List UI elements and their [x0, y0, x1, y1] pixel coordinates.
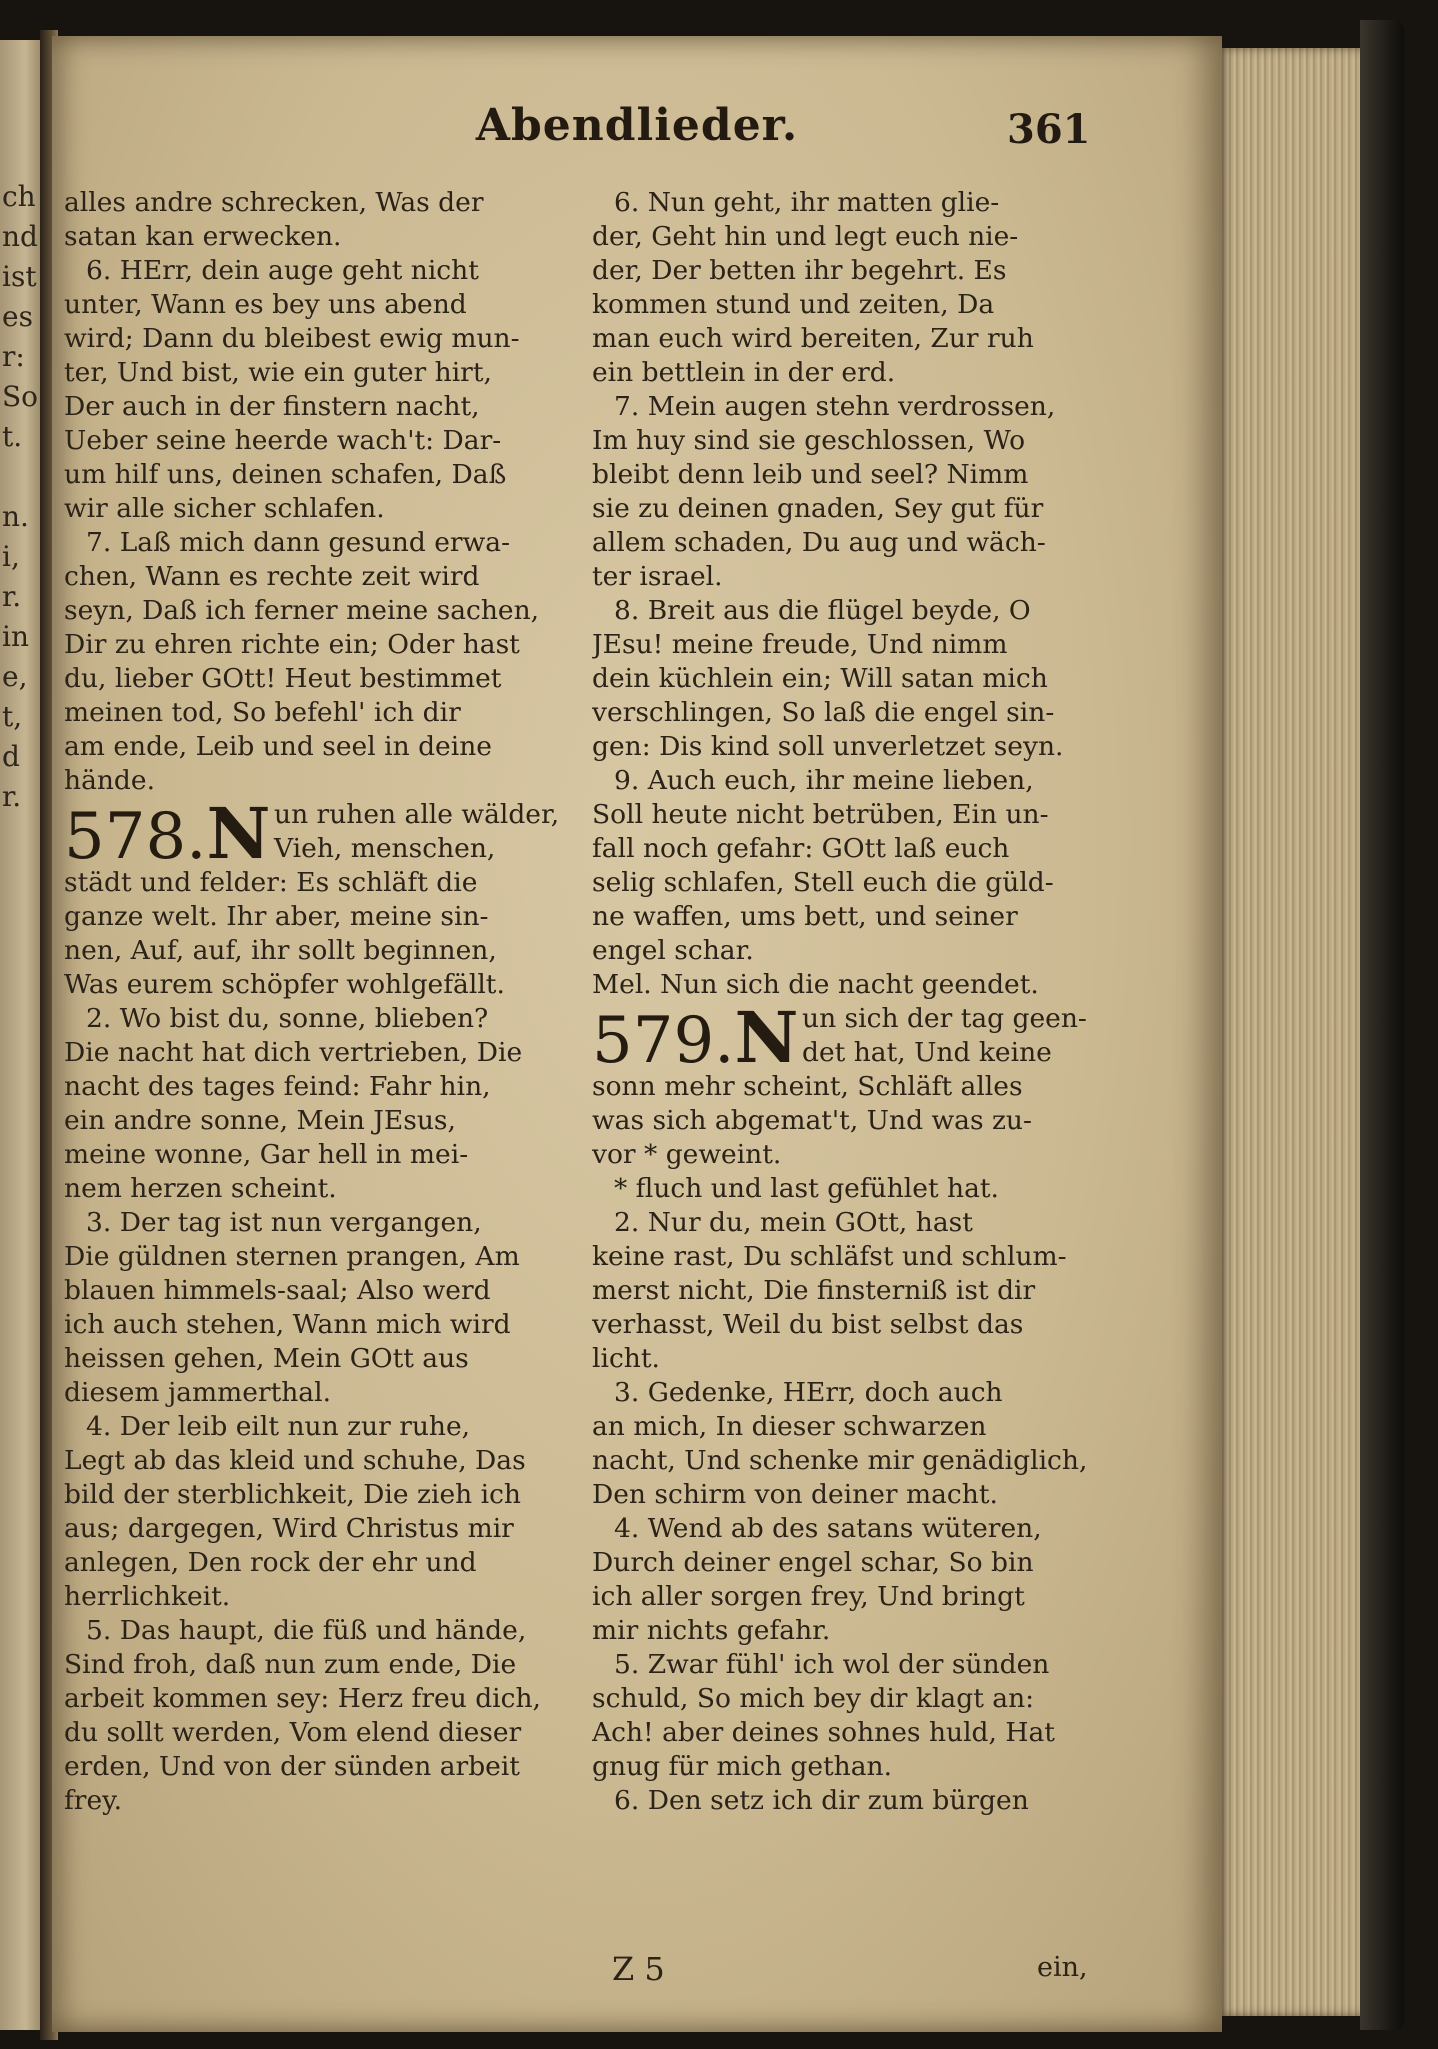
text-line: Ueber seine heerde wach't: Dar-	[64, 425, 502, 456]
text-line: 3. Der tag ist nun vergangen,	[86, 1207, 482, 1238]
right-column	[592, 186, 1162, 1818]
previous-page-fragment: d	[2, 740, 20, 773]
text-line: 5. Das haupt, die füß und hände,	[86, 1615, 527, 1646]
text-line: Legt ab das kleid und schuhe, Das	[64, 1445, 526, 1476]
previous-page-fragment: ist	[2, 260, 37, 293]
text-line: engel schar.	[592, 935, 754, 966]
drop-initial: N	[206, 792, 271, 875]
book-cover-edge	[1360, 20, 1404, 2030]
hymn-number-value: 579.	[592, 1004, 735, 1078]
hymn-opening-line: was sich abgemat't, Und was zu-	[592, 1105, 1032, 1136]
hymn-opening-line: Vieh, menschen,	[274, 833, 496, 864]
hymn-opening-line: Was eurem schöpfer wohlgefällt.	[64, 969, 505, 1000]
text-line: du sollt werden, Vom elend dieser	[64, 1717, 522, 1748]
text-line: Der auch in der finstern nacht,	[64, 391, 480, 422]
hymn-opening-line: nen, Auf, auf, ihr sollt beginnen,	[64, 935, 497, 966]
previous-page-fragment: es	[2, 300, 33, 333]
previous-page-fragment: r.	[2, 780, 22, 813]
text-line: Den schirm von deiner macht.	[592, 1479, 998, 1510]
text-line: verhasst, Weil du bist selbst das	[592, 1309, 1024, 1340]
previous-page-fragment: t,	[2, 700, 23, 733]
text-line: Mel. Nun sich die nacht geendet.	[592, 969, 1039, 1000]
text-line: selig schlafen, Stell euch die güld-	[592, 867, 1054, 898]
text-line: verschlingen, So laß die engel sin-	[592, 697, 1055, 728]
text-line: Dir zu ehren richte ein; Oder hast	[64, 629, 520, 660]
previous-page-fragment: r:	[2, 340, 25, 373]
text-line: 4. Der leib eilt nun zur ruhe,	[86, 1411, 471, 1442]
page-edge-stack	[1218, 48, 1364, 2016]
text-line: 6. HErr, dein auge geht nicht	[86, 255, 479, 286]
text-line: nacht des tages feind: Fahr hin,	[64, 1071, 491, 1102]
text-line: 4. Wend ab des satans wüteren,	[614, 1513, 1042, 1544]
text-line: diesem jammerthal.	[64, 1377, 331, 1408]
text-line: an mich, In dieser schwarzen	[592, 1411, 987, 1442]
text-line: schuld, So mich bey dir klagt an:	[592, 1683, 1035, 1714]
book-page	[52, 36, 1222, 2032]
text-line: ich aller sorgen frey, Und bringt	[592, 1581, 1025, 1612]
text-line: chen, Wann es rechte zeit wird	[64, 561, 480, 592]
previous-page-fragment: r.	[2, 580, 22, 613]
text-line: Die nacht hat dich vertrieben, Die	[64, 1037, 523, 1068]
text-line: mir nichts gefahr.	[592, 1615, 831, 1646]
text-line: licht.	[592, 1343, 660, 1374]
text-line: bleibt denn leib und seel? Nimm	[592, 459, 1029, 490]
hymn-opening-line: städt und felder: Es schläft die	[64, 867, 478, 898]
text-line: satan kan erwecken.	[64, 221, 342, 252]
previous-page-fragment: e,	[2, 660, 28, 693]
hymn-number	[64, 792, 271, 875]
page-number: 361	[1007, 106, 1091, 153]
hymn-opening-line: un sich der tag geen-	[802, 1003, 1087, 1034]
text-line: um hilf uns, deinen schafen, Daß	[64, 459, 507, 490]
text-line: nem herzen scheint.	[64, 1173, 337, 1204]
hymn-opening-line: vor * geweint.	[592, 1139, 782, 1170]
text-line: merst nicht, Die finsterniß ist dir	[592, 1275, 1036, 1306]
hymn-577-ending	[64, 186, 574, 798]
text-line: gen: Dis kind soll unverletzet seyn.	[592, 731, 1064, 762]
hymn-579-verses	[592, 1172, 1162, 1818]
hymn-578	[64, 792, 574, 1002]
text-line: * fluch und last gefühlet hat.	[614, 1173, 999, 1204]
running-header: Abendlieder.	[475, 100, 799, 151]
text-line: meine wonne, Gar hell in mei-	[64, 1139, 469, 1170]
text-line: 8. Breit aus die flügel beyde, O	[614, 595, 1031, 626]
text-line: dein küchlein ein; Will satan mich	[592, 663, 1048, 694]
hymn-578-continuation	[592, 186, 1162, 1002]
text-line: 2. Wo bist du, sonne, blieben?	[86, 1003, 489, 1034]
text-line: du, lieber GOtt! Heut bestimmet	[64, 663, 502, 694]
text-line: 5. Zwar fühl' ich wol der sünden	[614, 1649, 1050, 1680]
text-line: anlegen, Den rock der ehr und	[64, 1547, 477, 1578]
text-line: am ende, Leib und seel in deine	[64, 731, 492, 762]
text-line: kommen stund und zeiten, Da	[592, 289, 995, 320]
text-line: ein bettlein in der erd.	[592, 357, 896, 388]
hymn-578-verses	[64, 1002, 574, 1818]
text-line: Durch deiner engel schar, So bin	[592, 1547, 1034, 1578]
text-line: ne waffen, ums bett, und seiner	[592, 901, 1018, 932]
hymn-opening-line: sonn mehr scheint, Schläft alles	[592, 1071, 1023, 1102]
previous-page-fragment: i,	[2, 540, 20, 573]
text-line: 6. Den setz ich dir zum bürgen	[614, 1785, 1029, 1816]
text-line: 7. Mein augen stehn verdrossen,	[614, 391, 1056, 422]
left-column	[64, 186, 574, 1818]
text-line: unter, Wann es bey uns abend	[64, 289, 467, 320]
text-line: frey.	[64, 1785, 123, 1816]
hymn-579	[592, 996, 1162, 1172]
catchword: ein,	[1037, 1952, 1088, 1983]
text-line: Im huy sind sie geschlossen, Wo	[592, 425, 1026, 456]
text-line: nacht, Und schenke mir genädiglich,	[592, 1445, 1088, 1476]
hymn-opening-line: det hat, Und keine	[802, 1037, 1052, 1068]
text-line: arbeit kommen sey: Herz freu dich,	[64, 1683, 541, 1714]
hymn-number-value: 578.	[64, 800, 207, 874]
previous-page-fragment: in	[2, 620, 29, 653]
text-line: seyn, Daß ich ferner meine sachen,	[64, 595, 540, 626]
text-line: wird; Dann du bleibest ewig mun-	[64, 323, 520, 354]
text-line: 3. Gedenke, HErr, doch auch	[614, 1377, 1003, 1408]
text-line: Soll heute nicht betrüben, Ein un-	[592, 799, 1049, 830]
previous-page-fragment: n.	[2, 500, 29, 533]
text-line: der, Geht hin und legt euch nie-	[592, 221, 1019, 252]
text-line: Ach! aber deines sohnes huld, Hat	[592, 1717, 1055, 1748]
text-line: ein andre sonne, Mein JEsus,	[64, 1105, 456, 1136]
previous-page-fragment: nd	[2, 220, 38, 253]
text-line: ter israel.	[592, 561, 723, 592]
text-line: JEsu! meine freude, Und nimm	[592, 629, 1008, 660]
text-line: 9. Auch euch, ihr meine lieben,	[614, 765, 1034, 796]
text-line: bild der sterblichkeit, Die zieh ich	[64, 1479, 521, 1510]
text-line: meinen tod, So befehl' ich dir	[64, 697, 461, 728]
hymn-number	[592, 996, 799, 1079]
text-line: sie zu deinen gnaden, Sey gut für	[592, 493, 1044, 524]
previous-page-fragment: So	[2, 380, 39, 413]
text-line: keine rast, Du schläfst und schlum-	[592, 1241, 1067, 1272]
drop-initial: N	[734, 996, 799, 1079]
text-line: der, Der betten ihr begehrt. Es	[592, 255, 1007, 286]
text-line: man euch wird bereiten, Zur ruh	[592, 323, 1034, 354]
signature-mark: Z 5	[612, 1950, 665, 1988]
text-line: fall noch gefahr: GOtt laß euch	[592, 833, 1010, 864]
text-line: 6. Nun geht, ihr matten glie-	[614, 187, 1000, 218]
hymn-opening-line: un ruhen alle wälder,	[274, 799, 560, 830]
text-line: hände.	[64, 765, 156, 796]
text-line: 2. Nur du, mein GOtt, hast	[614, 1207, 973, 1238]
text-line: ich auch stehen, Wann mich wird	[64, 1309, 511, 1340]
text-line: blauen himmels-saal; Also werd	[64, 1275, 491, 1306]
text-line: erden, Und von der sünden arbeit	[64, 1751, 520, 1782]
text-line: aus; dargegen, Wird Christus mir	[64, 1513, 514, 1544]
text-line: Sind froh, daß nun zum ende, Die	[64, 1649, 517, 1680]
text-line: allem schaden, Du aug und wäch-	[592, 527, 1046, 558]
text-line: gnug für mich gethan.	[592, 1751, 893, 1782]
previous-page-fragment: ch	[2, 180, 36, 213]
text-line: herrlichkeit.	[64, 1581, 231, 1612]
previous-page-fragment: t.	[2, 420, 23, 453]
text-line: 7. Laß mich dann gesund erwa-	[86, 527, 511, 558]
hymn-opening-line: ganze welt. Ihr aber, meine sin-	[64, 901, 489, 932]
text-line: ter, Und bist, wie ein guter hirt,	[64, 357, 492, 388]
text-line: Die güldnen sternen prangen, Am	[64, 1241, 520, 1272]
text-line: heissen gehen, Mein GOtt aus	[64, 1343, 469, 1374]
text-line: wir alle sicher schlafen.	[64, 493, 385, 524]
text-line: alles andre schrecken, Was der	[64, 187, 484, 218]
